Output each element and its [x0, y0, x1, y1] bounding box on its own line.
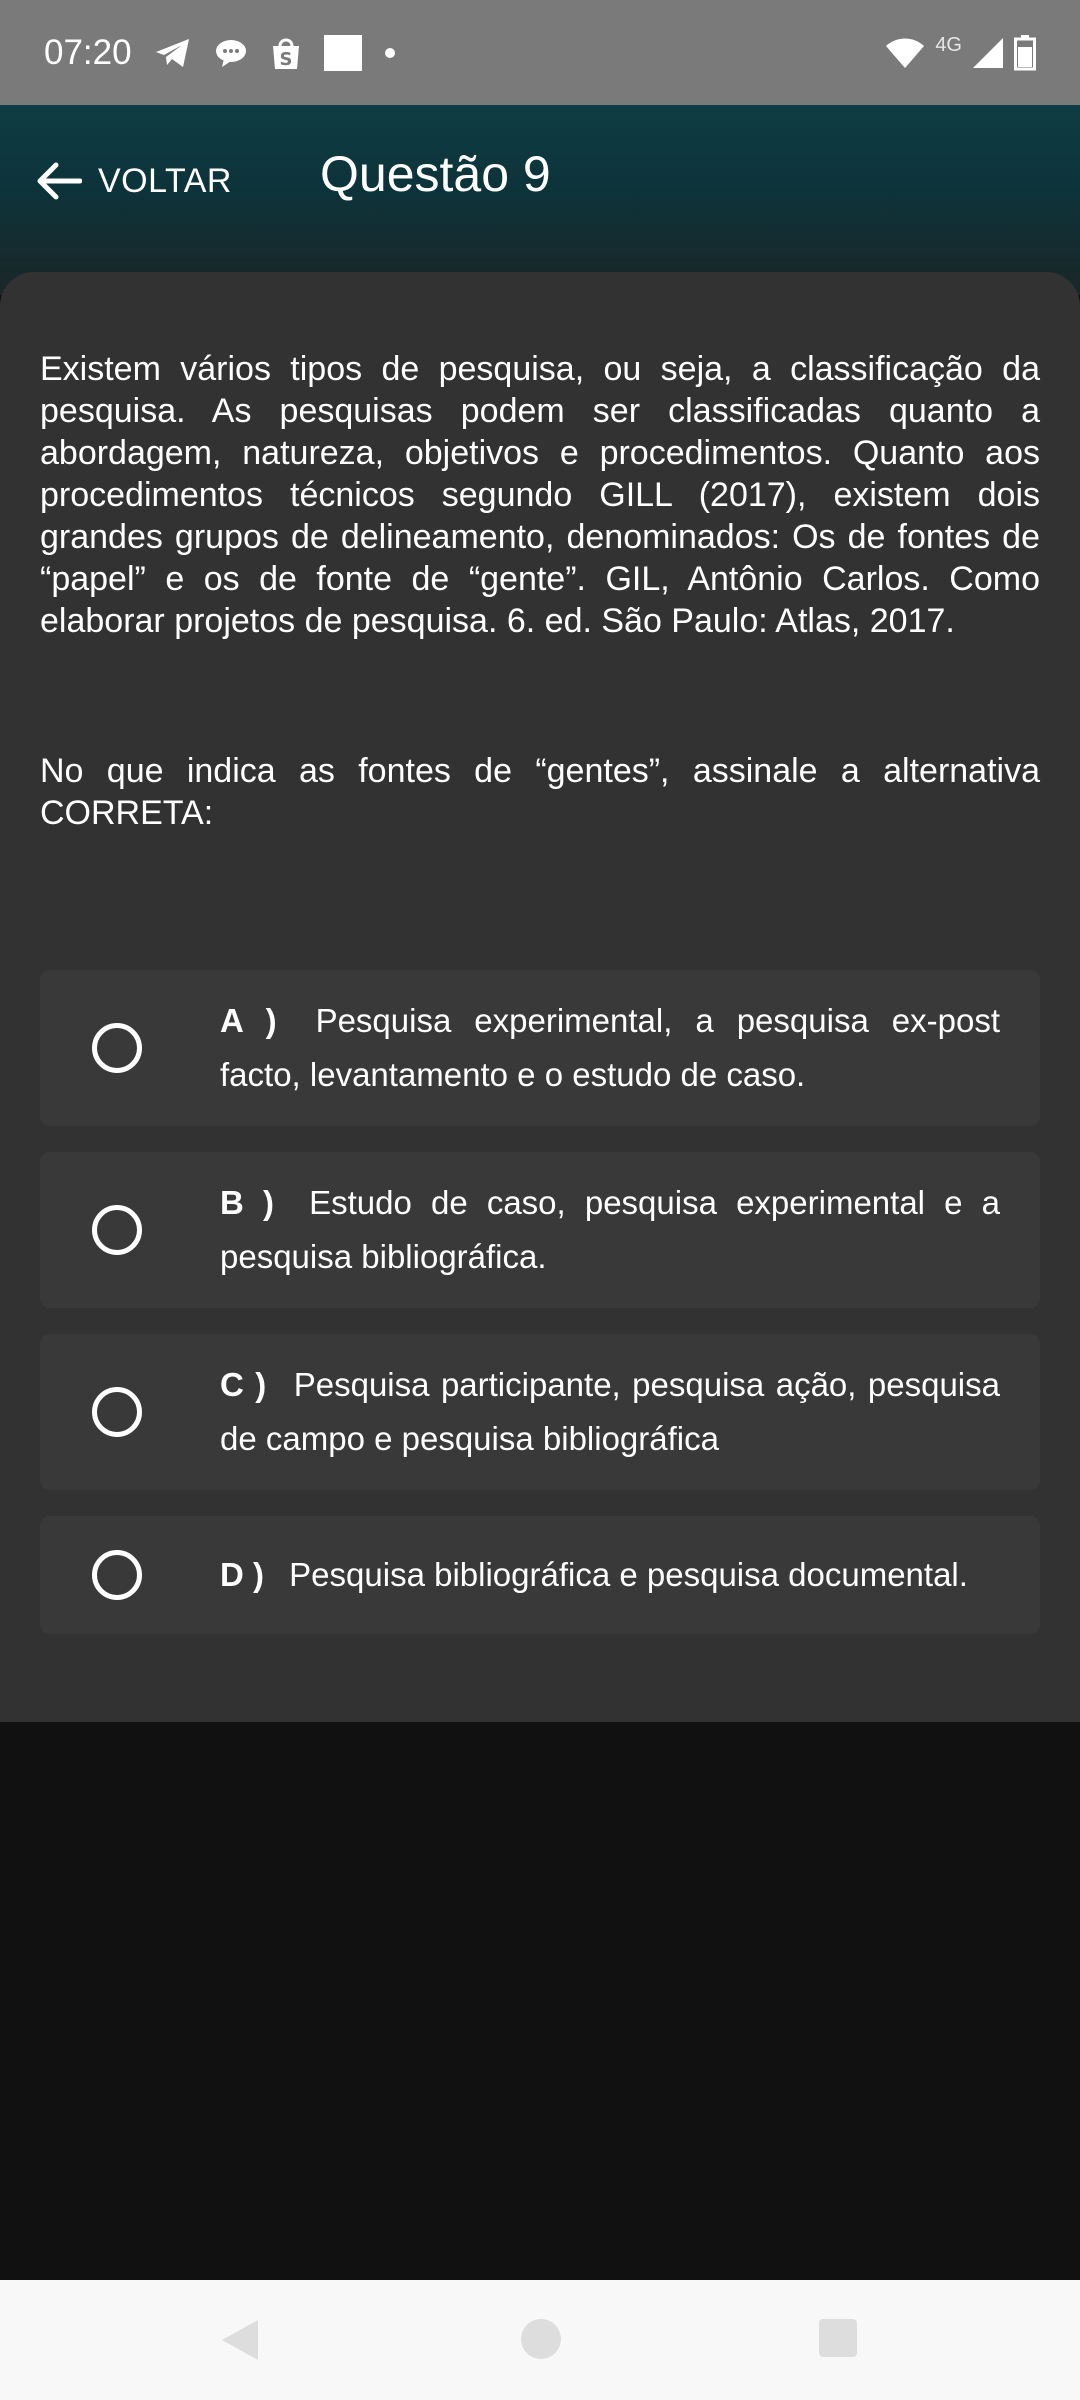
- option-text: Pesquisa experimental, a pesquisa ex-post facto, levantamento e o estudo de caso.: [220, 1002, 1000, 1093]
- telegram-icon: [154, 37, 192, 69]
- back-button-label: VOLTAR: [98, 161, 232, 200]
- system-navigation-bar: [0, 2280, 1080, 2400]
- back-button[interactable]: [36, 151, 232, 211]
- back-triangle-icon: [220, 2318, 260, 2362]
- battery-icon: [1014, 35, 1036, 71]
- recents-square-icon: [818, 2318, 858, 2358]
- radio-button[interactable]: [92, 1550, 142, 1600]
- notification-icons: [154, 35, 396, 71]
- nav-home-button[interactable]: [520, 2318, 562, 2365]
- option-c[interactable]: [40, 1334, 1040, 1490]
- option-label: [220, 1358, 1000, 1466]
- option-letter: D ): [220, 1556, 264, 1593]
- option-text: Pesquisa bibliográfica e pesquisa documental.: [289, 1556, 968, 1593]
- option-a[interactable]: [40, 970, 1040, 1126]
- shopping-bag-icon: [270, 36, 302, 70]
- question-text: Existem vários tipos de pesquisa, ou seja, a classificação da pesquisa. As pesquisas podem ser classificadas quanto a abordagem, natureza, objetivos e procedimentos. Quanto aos procedimentos técnicos segundo GILL (2017), existem dois grandes grupos de delineamento, denominados: Os de fontes de “papel” e os de fonte de “gente”. GIL, Antônio Carlos. Como elaborar projetos de pesquisa. 6. ed. São Paulo: Atlas, 2017.: [40, 350, 1040, 640]
- option-label: [220, 1176, 1000, 1284]
- option-label: [220, 994, 1000, 1102]
- option-b[interactable]: [40, 1152, 1040, 1308]
- chat-icon: [214, 37, 248, 69]
- signal-icon: [972, 37, 1004, 69]
- radio-button[interactable]: [92, 1023, 142, 1073]
- radio-button[interactable]: [92, 1205, 142, 1255]
- option-label: [220, 1548, 1000, 1602]
- dot-icon: [384, 47, 396, 59]
- home-circle-icon: [520, 2318, 562, 2360]
- network-type-label: 4G: [935, 34, 962, 56]
- question-prompt: No que indica as fontes de “gentes”, assinale a alternativa CORRETA:: [40, 752, 1040, 832]
- page-title: Questão 9: [320, 146, 551, 202]
- option-text: Estudo de caso, pesquisa experimental e a pesquisa bibliográfica.: [220, 1184, 1000, 1275]
- option-d[interactable]: [40, 1516, 1040, 1634]
- question-card: [0, 272, 1080, 1722]
- wifi-icon: [885, 37, 925, 69]
- option-letter: B ): [220, 1184, 274, 1221]
- nav-back-button[interactable]: [220, 2318, 260, 2367]
- option-letter: A ): [220, 1002, 277, 1039]
- status-time: 07:20: [44, 32, 132, 72]
- option-text: Pesquisa participante, pesquisa ação, pesquisa de campo e pesquisa bibliográfica: [220, 1366, 1000, 1457]
- arrow-left-icon: [36, 161, 82, 201]
- square-notification-icon: [324, 35, 362, 71]
- app-header: [0, 105, 1080, 295]
- svg-text:S: S: [279, 48, 293, 70]
- system-icons: [885, 35, 1036, 71]
- status-bar: [0, 0, 1080, 105]
- option-letter: C ): [220, 1366, 267, 1403]
- nav-recents-button[interactable]: [818, 2318, 858, 2363]
- radio-button[interactable]: [92, 1387, 142, 1437]
